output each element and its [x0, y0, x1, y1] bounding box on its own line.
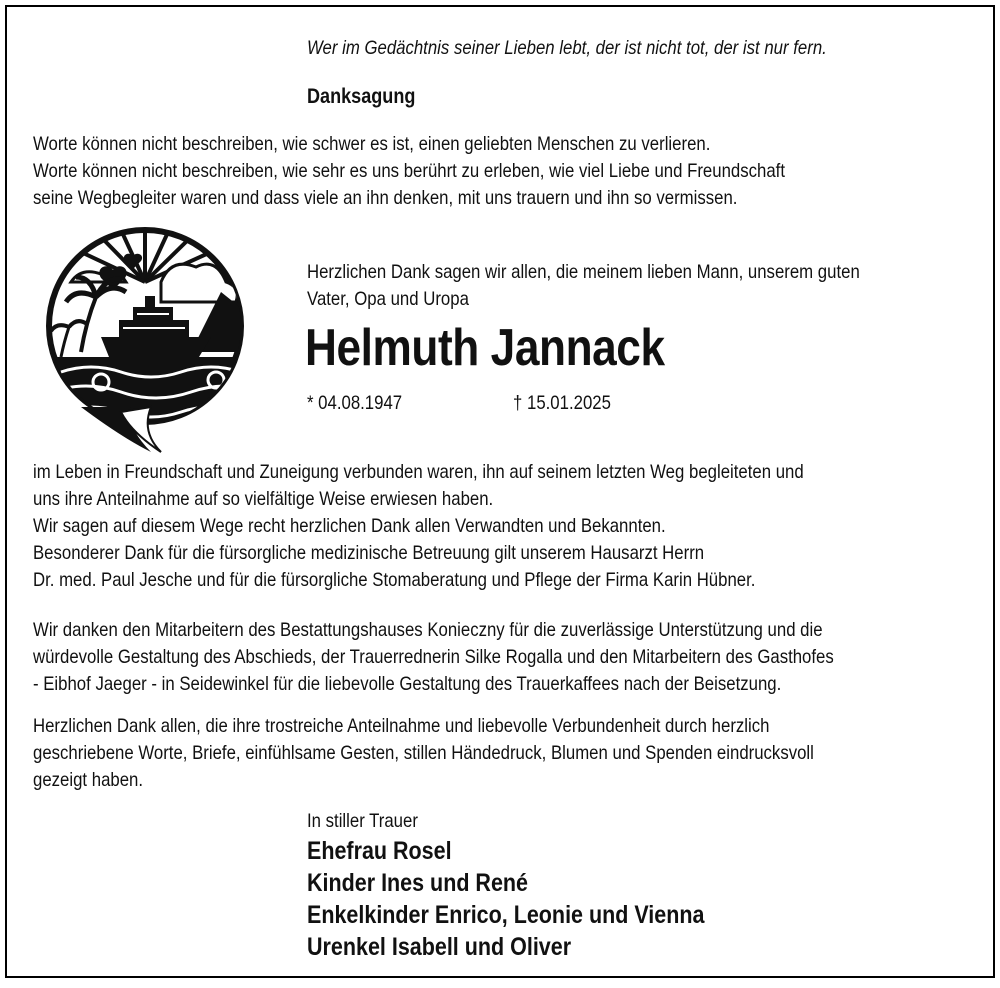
paragraph-acknowledgement: [33, 459, 804, 594]
intro-text: [33, 131, 785, 212]
signature-line: Urenkel Isabell und Oliver: [307, 933, 572, 961]
paragraph-line: im Leben in Freundschaft und Zuneigung verbunden waren, ihn auf seinem letzten Weg begleiteten und: [33, 461, 804, 483]
paragraph-line: gezeigt haben.: [33, 769, 144, 791]
ship-sunset-emblem-icon: [41, 222, 255, 454]
paragraph-line: würdevolle Gestaltung des Abschieds, der Trauerrednerin Silke Rogalla und den Mitarbeitern des Gasthofes: [33, 646, 834, 668]
intro-line: seine Wegbegleiter waren und dass viele an ihn denken, mit uns trauern und ihn so vermissen.: [33, 187, 738, 209]
signature-list: [307, 835, 704, 963]
notice-heading: Danksagung: [307, 85, 416, 108]
paragraph-line: Wir sagen auf diesem Wege recht herzlichen Dank allen Verwandten und Bekannten.: [33, 515, 666, 537]
death-date: † 15.01.2025: [513, 392, 611, 414]
closing-phrase: In stiller Trauer: [307, 810, 418, 832]
obituary-notice: [5, 5, 995, 978]
paragraph-line: - Eibhof Jaeger - in Seidewinkel für die liebevolle Gestaltung des Trauerkaffees nach der Beisetzung.: [33, 673, 782, 695]
intro-line: Worte können nicht beschreiben, wie schwer es ist, einen geliebten Menschen zu verlieren.: [33, 133, 711, 155]
thanks-intro: [307, 259, 860, 313]
paragraph-line: Herzlichen Dank allen, die ihre trostreiche Anteilnahme und liebevolle Verbundenheit durch herzlich: [33, 715, 770, 737]
paragraph-line: Dr. med. Paul Jesche und für die fürsorgliche Stomaberatung und Pflege der Firma Karin Hübner.: [33, 569, 756, 591]
paragraph-staff-thanks: [33, 617, 834, 698]
signature-line: Ehefrau Rosel: [307, 837, 452, 865]
paragraph-line: uns ihre Anteilnahme auf so vielfältige Weise erwiesen haben.: [33, 488, 494, 510]
intro-line: Worte können nicht beschreiben, wie sehr es uns berührt zu erleben, wie viel Liebe und Freundschaft: [33, 160, 785, 182]
memorial-quote: Wer im Gedächtnis seiner Lieben lebt, der ist nicht tot, der ist nur fern.: [307, 37, 827, 59]
birth-date: * 04.08.1947: [307, 392, 403, 414]
paragraph-line: geschriebene Worte, Briefe, einfühlsame Gesten, stillen Händedruck, Blumen und Spenden eindrucksvoll: [33, 742, 814, 764]
thanks-intro-line: Herzlichen Dank sagen wir allen, die meinem lieben Mann, unserem guten: [307, 261, 860, 283]
signature-line: Enkelkinder Enrico, Leonie und Vienna: [307, 901, 705, 929]
paragraph-general-thanks: [33, 713, 814, 794]
thanks-intro-line: Vater, Opa und Uropa: [307, 288, 469, 310]
paragraph-line: Wir danken den Mitarbeitern des Bestattungshauses Konieczny für die zuverlässige Unterstützung und die: [33, 619, 823, 641]
deceased-name: Helmuth Jannack: [305, 319, 665, 377]
paragraph-line: Besonderer Dank für die fürsorgliche medizinische Betreuung gilt unserem Hausarzt Herrn: [33, 542, 705, 564]
signature-line: Kinder Ines und René: [307, 869, 529, 897]
